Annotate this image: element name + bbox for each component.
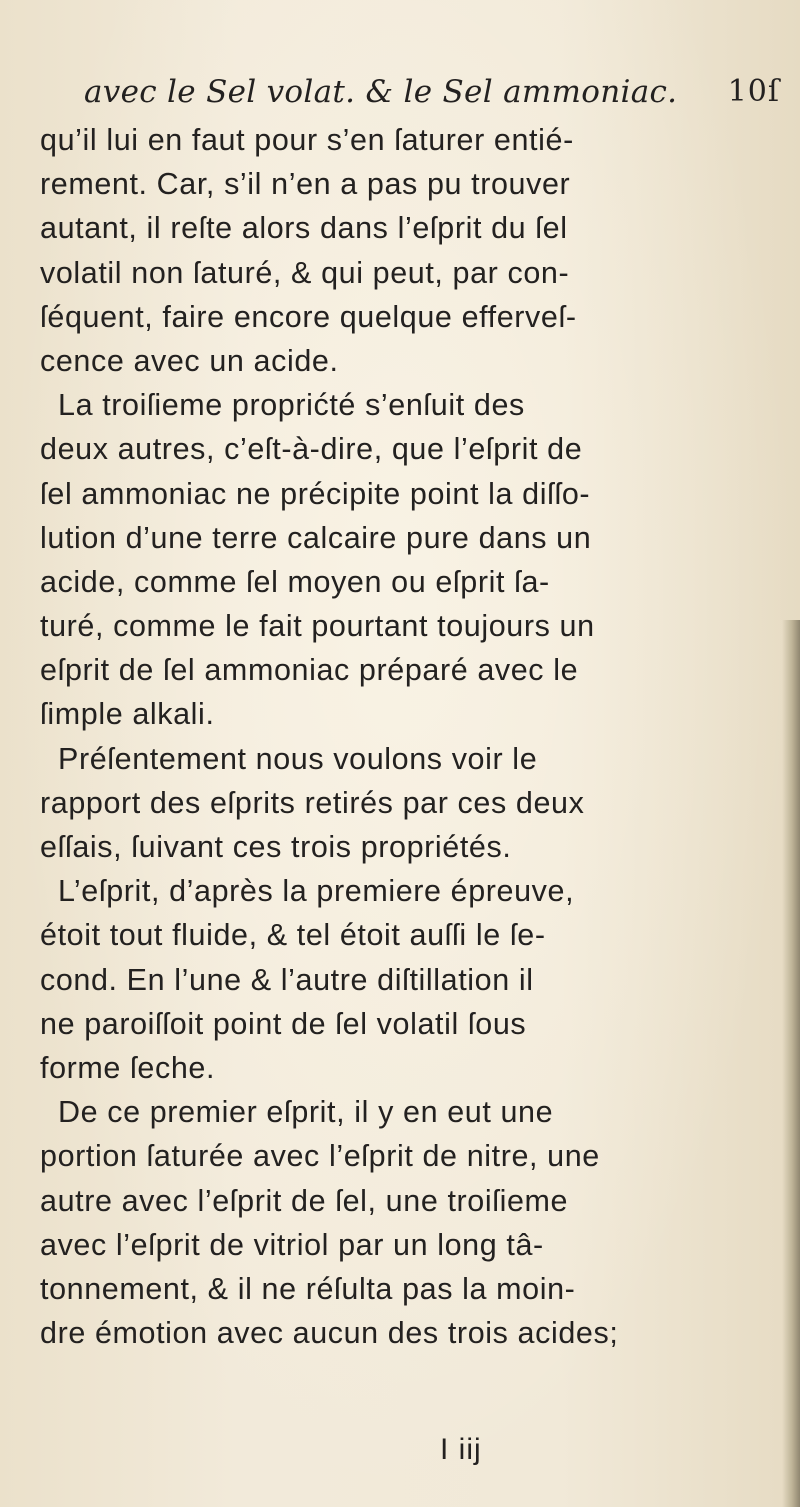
page-number: 10ſ (727, 74, 780, 109)
text-line: autre avec l’eſprit de ſel, une troiſieme (40, 1183, 569, 1218)
text-line: turé, comme le fait pourtant toujours un (40, 609, 595, 644)
text-line: ſéquent, faire encore quelque efferveſ- (40, 299, 577, 334)
text-line: deux autres, c’eſt-à-dire, que l’eſprit de (40, 432, 583, 467)
text-line: ſel ammoniac ne précipite point la diſſo- (40, 476, 591, 511)
paragraph-start-line: L’eſprit, d’après la premiere épreuve, (58, 874, 575, 909)
paragraph-start-line: La troiſieme proprićté s’enſuit des (58, 388, 525, 423)
text-line: dre émotion avec aucun des trois acides; (40, 1316, 619, 1351)
text-line: forme ſeche. (40, 1050, 216, 1085)
text-line: cond. En l’une & l’autre diſtillation il (40, 962, 534, 997)
text-line: eſprit de ſel ammoniac préparé avec le (40, 653, 579, 688)
text-line: avec l’eſprit de vitriol par un long tâ- (40, 1227, 544, 1262)
signature-mark: I iij (440, 1433, 482, 1466)
text-line: qu’il lui en faut pour s’en ſaturer entié- (40, 123, 574, 157)
text-line: tonnement, & il ne réſulta pas la moin- (40, 1271, 576, 1306)
text-line: acide, comme ſel moyen ou eſprit ſa- (40, 564, 550, 599)
text-line: portion ſaturée avec l’eſprit de nitre, une (40, 1139, 600, 1174)
paragraph-start-line: De ce premier eſprit, il y en eut une (58, 1095, 554, 1130)
text-line: cence avec un acide. (40, 343, 339, 378)
text-line: volatil non ſaturé, & qui peut, par con- (40, 255, 570, 290)
text-line: lution d’une terre calcaire pure dans un (40, 520, 592, 555)
text-line: ſimple alkali. (40, 697, 215, 732)
text-line: rement. Car, s’il n’en a pas pu trouver (40, 167, 571, 202)
text-line: rapport des eſprits retirés par ces deux (40, 785, 585, 820)
text-line: étoit tout fluide, & tel étoit auſſi le ſe- (40, 918, 546, 953)
text-line: eſſais, ſuivant ces trois propriétés. (40, 830, 512, 864)
text-line: autant, il reſte alors dans l’eſprit du ſel (40, 211, 568, 246)
body-text (40, 118, 760, 1355)
paragraph-start-line: Préſentement nous voulons voir le (58, 741, 538, 776)
text-line: ne paroiſſoit point de ſel volatil ſous (40, 1006, 527, 1041)
page-edge-shadow (782, 620, 800, 1507)
running-head-title: avec le Sel volat. & le Sel ammoniac. (84, 74, 678, 110)
